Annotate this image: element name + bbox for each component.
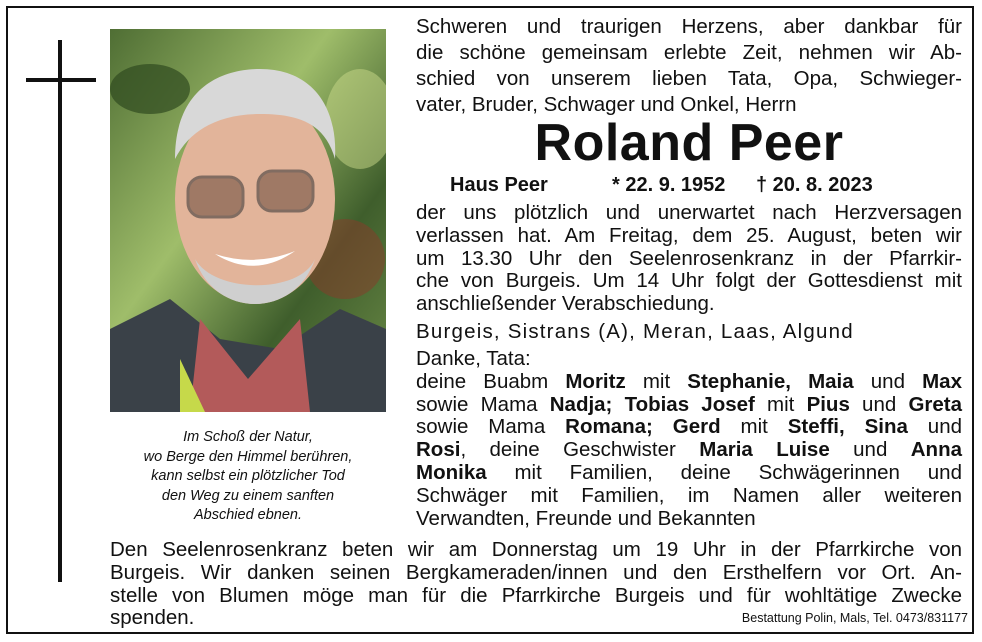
funeral-home-credit: Bestattung Polin, Mals, Tel. 0473/831177 xyxy=(741,611,968,625)
quote-line: Abschied ebnen. xyxy=(193,507,303,523)
body-line: der uns plötzlich und unerwartet nach Herzversagen xyxy=(416,201,962,224)
house-name: Haus Peer xyxy=(450,174,548,196)
intro-line: vater, Bruder, Schwager und Onkel, Herrn xyxy=(416,93,797,116)
places-line: Burgeis, Sistrans (A), Meran, Laas, Algund xyxy=(416,320,854,343)
body-line: verlassen hat. Am Freitag, dem 25. August, beten wir xyxy=(416,223,962,247)
birth-date: * 22. 9. 1952 xyxy=(612,174,726,196)
thanks-line: deine Buabm Moritz mit Stephanie, Maia und Max xyxy=(416,369,962,393)
portrait-photo xyxy=(110,29,386,412)
body-line: che von Burgeis. Um 14 Uhr folgt der Gottesdienst mit xyxy=(416,269,962,293)
quote-line: wo Berge den Himmel berühren, xyxy=(143,448,353,465)
thanks-line: Schwäger mit Familien, im Namen aller weiteren xyxy=(416,483,962,507)
body-line: um 13.30 Uhr den Seelenrosenkranz in der Pfarrkir- xyxy=(416,246,962,270)
body-line: anschließender Verabschiedung. xyxy=(416,292,715,316)
thanks-line: sowie Mama Romana; Gerd mit Steffi, Sina und xyxy=(416,415,962,439)
quote-line: kann selbst ein plötzlicher Tod xyxy=(151,468,345,484)
intro-text xyxy=(416,14,962,118)
thanks-line: Monika mit Familien, deine Schwägerinnen und xyxy=(416,460,962,484)
intro-line: Schweren und traurigen Herzens, aber dankbar für xyxy=(416,15,962,38)
closing-line: stelle von Blumen möge man für die Pfarrkirche Burgeis und für wohltätige Zwecke xyxy=(110,583,962,607)
thanks-line: Rosi, deine Geschwister Maria Luise und Anna xyxy=(416,438,962,462)
quote-line: Im Schoß der Natur, xyxy=(183,429,313,445)
death-date: † 20. 8. 2023 xyxy=(756,174,873,196)
intro-line: die schöne gemeinsam erlebte Zeit, nehmen wir Ab- xyxy=(416,41,962,64)
thanks-line: sowie Mama Nadja; Tobias Josef mit Pius und Greta xyxy=(416,392,962,416)
thanks-heading: Danke, Tata: xyxy=(416,347,531,370)
thanks-line: Verwandten, Freunde und Bekannten xyxy=(416,506,756,530)
cross-icon xyxy=(58,40,62,582)
mourners-list xyxy=(416,348,962,530)
closing-line: Den Seelenrosenkranz beten wir am Donnerstag um 19 Uhr in der Pfarrkirche von xyxy=(110,538,962,561)
intro-line: schied von unserem lieben Tata, Opa, Schwieger- xyxy=(416,67,962,90)
closing-line: spenden. xyxy=(110,606,195,630)
announcement-text xyxy=(416,202,962,316)
memorial-quote xyxy=(120,428,376,526)
quote-line: den Weg zu einem sanften xyxy=(161,487,335,504)
deceased-name: Roland Peer xyxy=(534,114,844,172)
cross-icon-bar xyxy=(26,78,96,82)
closing-line: Burgeis. Wir danken seinen Bergkameraden/innen und den Ersthelfern vor Ort. An- xyxy=(110,560,962,584)
